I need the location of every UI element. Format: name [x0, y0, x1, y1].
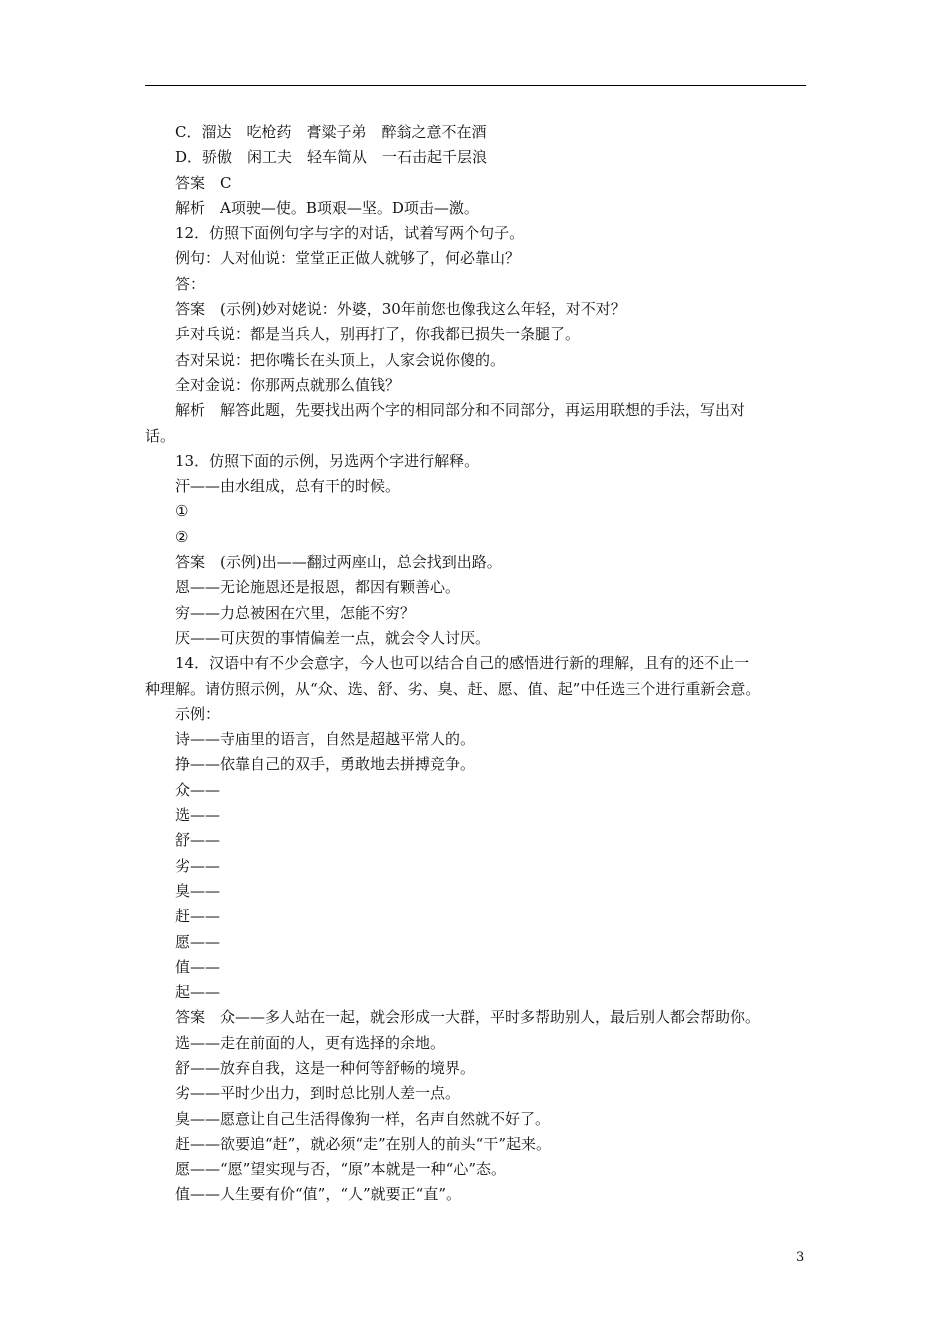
- text-line: 诗——寺庙里的语言，自然是超越平常人的。: [175, 730, 476, 749]
- text-line: 起——: [175, 983, 221, 1002]
- text-line: 穷——力总被困在穴里，怎能不穷？: [175, 603, 416, 622]
- text-line: ①: [175, 502, 189, 521]
- text-line: 14．汉语中有不少会意字，今人也可以结合自己的感悟进行新的理解，且有的还不止一: [175, 654, 750, 673]
- text-line: 全对金说：你那两点就那么值钱？: [175, 375, 401, 394]
- text-line: 挣——依靠自己的双手，勇敢地去拼搏竞争。: [175, 755, 476, 774]
- text-line: 赶——: [175, 907, 221, 926]
- text-line: 值——: [175, 957, 221, 976]
- text-line: ②: [175, 527, 189, 546]
- text-line: 选——: [175, 806, 221, 825]
- text-line: 舒——放弃自我，这是一种何等舒畅的境界。: [175, 1058, 476, 1077]
- text-line: 舒——: [175, 831, 221, 850]
- text-line: 厌——可庆贺的事情偏差一点，就会令人讨厌。: [175, 628, 491, 647]
- text-line: 答案 (示例)出——翻过两座山，总会找到出路。: [175, 553, 502, 572]
- text-line: 答案 C: [175, 173, 232, 192]
- text-line: 话。: [145, 426, 176, 445]
- text-line: 选——走在前面的人，更有选择的余地。: [175, 1033, 446, 1052]
- text-line: 臭——: [175, 881, 221, 900]
- page-number: 3: [796, 1250, 805, 1265]
- text-line: 杏对呆说：把你嘴长在头顶上，人家会说你傻的。: [175, 350, 506, 369]
- text-line: 值——人生要有价“值”，“人”就要正“直”。: [175, 1185, 462, 1204]
- text-line: 愿——“愿”望实现与否，“原”本就是一种“心”态。: [175, 1160, 507, 1179]
- text-line: 13．仿照下面的示例，另选两个字进行解释。: [175, 451, 480, 470]
- text-line: 例句：人对仙说：堂堂正正做人就够了，何必靠山？: [175, 249, 521, 268]
- text-line: 众——: [175, 780, 221, 799]
- text-line: 恩——无论施恩还是报恩，都因有颗善心。: [175, 578, 461, 597]
- header-rule: [145, 85, 806, 86]
- text-line: 劣——平时少出力，到时总比别人差一点。: [175, 1084, 461, 1103]
- text-line: 臭——愿意让自己生活得像狗一样，名声自然就不好了。: [175, 1109, 551, 1128]
- text-line: 乒对乓说：都是当兵人，别再打了，你我都已损失一条腿了。: [175, 325, 581, 344]
- text-line: 解析 解答此题，先要找出两个字的相同部分和不同部分，再运用联想的手法，写出对: [175, 401, 746, 420]
- text-line: 赶——欲要追“赶”，就必须“走”在别人的前头“干”起来。: [175, 1134, 552, 1153]
- text-line: 劣——: [175, 856, 221, 875]
- text-line: 示例：: [175, 704, 221, 723]
- text-line: 答：: [175, 274, 206, 293]
- text-line: 12．仿照下面例句字与字的对话，试着写两个句子。: [175, 224, 525, 243]
- text-line: 答案 众——多人站在一起，就会形成一大群，平时多帮助别人，最后别人都会帮助你。: [175, 1008, 761, 1027]
- text-line: 答案 (示例)妙对姥说：外婆，30年前您也像我这么年轻，对不对？: [175, 300, 626, 319]
- text-line: C．溜达 吃枪药 膏粱子弟 醉翁之意不在酒: [175, 123, 487, 141]
- text-line: 解析 A项驶—使。B项艰—坚。D项击—激。: [175, 198, 479, 217]
- text-line: 种理解。请仿照示例，从“众、选、舒、劣、臭、赶、愿、值、起”中任选三个进行重新会意。: [145, 679, 761, 698]
- text-line: 汗——由水组成，总有干的时候。: [175, 477, 401, 496]
- text-line: D．骄傲 闲工夫 轻车简从 一石击起千层浪: [175, 148, 488, 167]
- document-body: [145, 120, 806, 1208]
- text-line: 愿——: [175, 932, 221, 951]
